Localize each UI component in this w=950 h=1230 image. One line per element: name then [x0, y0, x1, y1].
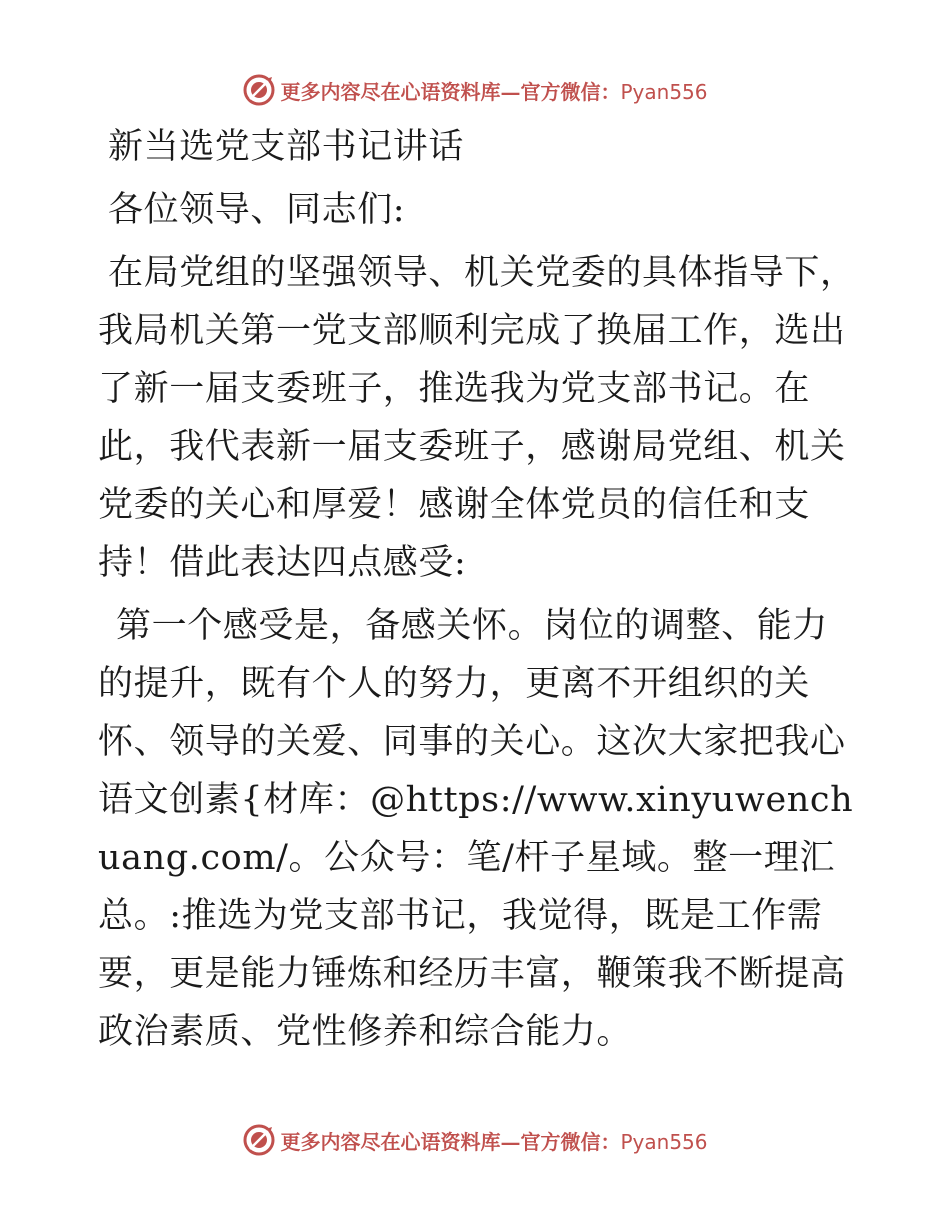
- header-wechat-id: Pyan556: [620, 79, 708, 104]
- header-banner-text: 更多内容尽在心语资料库—官方微信：Pyan556: [280, 79, 708, 104]
- footer-wechat-id: Pyan556: [620, 1129, 708, 1154]
- footer-banner: [0, 1120, 950, 1160]
- quill-seal-icon: [242, 1123, 276, 1157]
- paragraph-1: 在局党组的坚强领导、机关党委的具体指导下，我局机关第一党支部顺利完成了换届工作，选出了新一届支委班子，推选我为党支部书记。在此，我代表新一届支委班子，感谢局党组、机关党委的关心和厚爱！感谢全体党员的信任和支持！借此表达四点感受:: [98, 253, 856, 583]
- quill-seal-icon: [242, 73, 276, 107]
- paragraph-2: 第一个感受是，备感关怀。岗位的调整、能力的提升，既有个人的努力，更离不开组织的关怀、领导的关爱、同事的关心。这次大家把我心语文创素{材库：@https://www.xinyuwenchuang.com/。公众号：笔/杆子星域。整一理汇总。:推选为党支部书记，我觉得，既是工作需要，更是能力锤炼和经历丰富，鞭策我不断提高政治素质、党性修养和综合能力。: [98, 606, 854, 1052]
- document-title: 新当选党支部书记讲话: [108, 127, 465, 167]
- document-body: [98, 118, 858, 1061]
- greeting: 各位领导、同志们:: [108, 190, 406, 230]
- footer-banner-text: 更多内容尽在心语资料库—官方微信：Pyan556: [280, 1129, 708, 1154]
- header-banner: [0, 70, 950, 110]
